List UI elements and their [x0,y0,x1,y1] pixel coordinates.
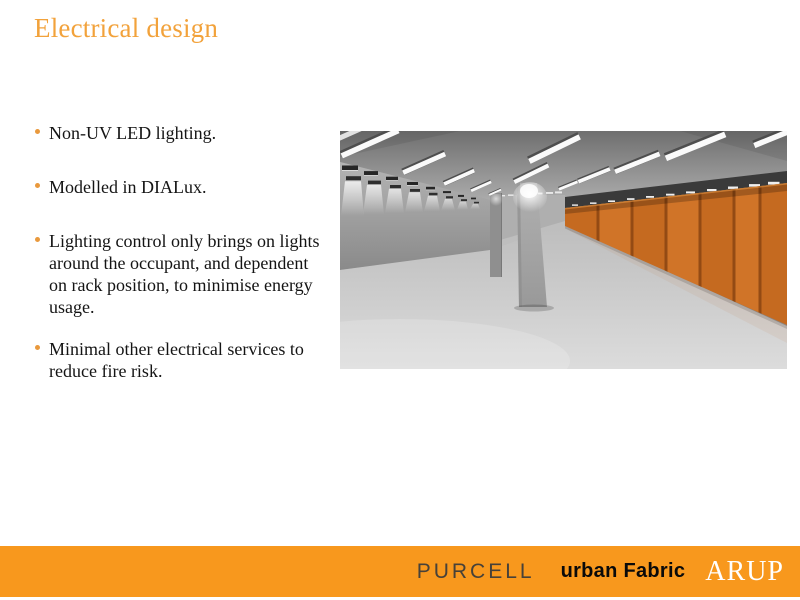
render-far-column [490,193,502,277]
bullet-icon [35,345,40,350]
render-image [340,131,787,369]
list-item [33,122,325,144]
page-title: Electrical design [34,13,219,43]
bullet-icon [35,129,40,134]
bullet-list [33,122,325,382]
bullet-text: Modelled in DIALux. [49,177,207,197]
urban-fabric-logo: urban Fabric [560,560,686,582]
purcell-logo: PURCELL [416,559,535,583]
bullet-icon [35,183,40,188]
bullet-text: Minimal other electrical services to reduce fire risk. [49,339,304,381]
bullet-text: Lighting control only brings on lights around the occupant, and dependent on rack position, to minimise energy usage. [49,231,320,317]
arup-logo: ARUP [705,555,784,587]
list-item [33,176,325,198]
bullet-text: Non-UV LED lighting. [49,123,217,143]
list-item [33,230,325,318]
list-item [33,338,325,382]
footer-bar [0,546,800,597]
bullet-icon [35,237,40,242]
